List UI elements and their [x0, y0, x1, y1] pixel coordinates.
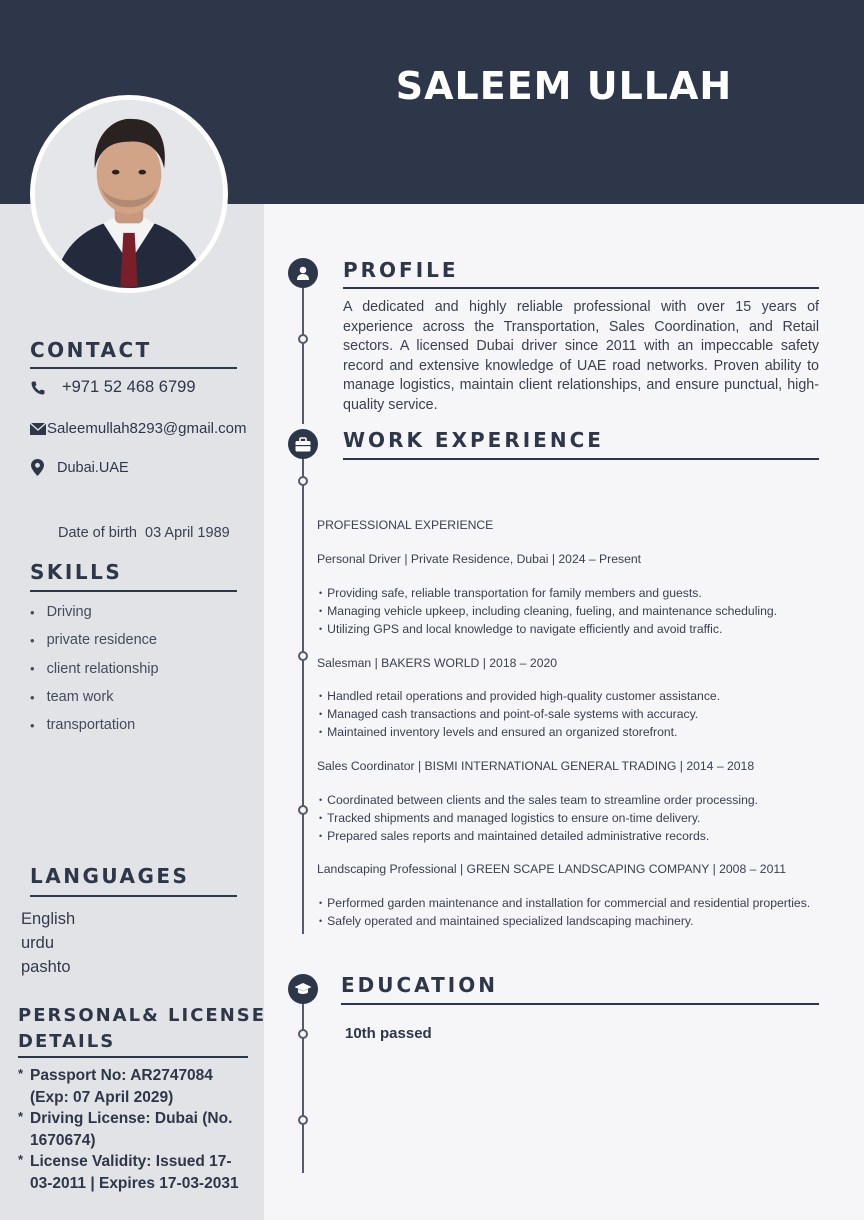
skill-item: • private residence	[30, 626, 159, 654]
language-item: pashto	[21, 958, 71, 976]
language-item: urdu	[21, 934, 55, 952]
personal-details-list	[18, 1065, 248, 1194]
timeline-line	[302, 286, 304, 424]
job-bullets	[319, 895, 810, 931]
timeline-dot	[298, 476, 308, 486]
languages-list	[21, 907, 75, 979]
phone-number[interactable]: +971 52 468 6799	[62, 378, 196, 396]
contact-email	[30, 420, 247, 437]
job-bullet: • Handled retail operations and provided high-quality customer assistance.	[319, 688, 720, 706]
work-section-icon	[288, 429, 318, 459]
job-bullet: • Providing safe, reliable transportation for family members and guests.	[319, 585, 777, 603]
job-bullet: • Managing vehicle upkeep, including cleaning, fueling, and maintenance scheduling.	[319, 603, 777, 621]
work-heading: WORK EXPERIENCE	[343, 428, 604, 452]
job-bullets	[319, 585, 777, 640]
date-of-birth: Date of birth 03 April 1989	[58, 525, 230, 541]
personal-item-line: Driving License: Dubai (No.	[30, 1110, 233, 1127]
person-icon	[295, 265, 311, 281]
personal-item-line: 03-2011 | Expires 17-03-2031	[30, 1174, 239, 1192]
skill-item: • Driving	[30, 598, 159, 626]
skill-item: • transportation	[30, 711, 159, 739]
timeline-dot	[298, 1115, 308, 1125]
profile-summary: A dedicated and highly reliable professional with over 15 years of experience across the Transportation, Sales Coordination, and Retail sectors. A licensed Dubai driver since 2011 with an impeccable safety record and extensive knowledge of UAE road networks. Proven ability to manage logistics, maintain client relationships, and ensure punctual, high-quality service.	[343, 299, 819, 413]
skills-divider	[30, 590, 237, 592]
personal-item-line: (Exp: 07 April 2029)	[30, 1088, 174, 1106]
skills-heading: SKILLS	[30, 560, 123, 584]
personal-item-line: Passport No: AR2747084	[30, 1067, 213, 1084]
personal-heading	[18, 1003, 266, 1055]
job-bullet: • Utilizing GPS and local knowledge to navigate efficiently and avoid traffic.	[319, 621, 777, 639]
job-bullet: • Managed cash transactions and point-of-sale systems with accuracy.	[319, 706, 720, 724]
job-bullet: • Maintained inventory levels and ensured an organized storefront.	[319, 724, 720, 742]
skill-item: • team work	[30, 683, 159, 711]
job-bullet: • Tracked shipments and managed logistics to ensure on-time delivery.	[319, 810, 758, 828]
briefcase-icon	[295, 437, 311, 452]
job-bullet: • Prepared sales reports and maintained detailed administrative records.	[319, 828, 758, 846]
location-pin-icon	[31, 459, 44, 476]
personal-item-line: License Validity: Issued 17-	[30, 1153, 232, 1170]
profile-section-icon	[288, 258, 318, 288]
personal-item: * License Validity: Issued 17- 03-2011 | Expires 17-03-2031	[18, 1151, 248, 1194]
job-bullet: • Safely operated and maintained specialized landscaping machinery.	[319, 913, 810, 931]
candidate-name: SALEEM ULLAH	[395, 64, 733, 108]
personal-item-line: 1670674)	[30, 1131, 96, 1149]
language-item: English	[21, 910, 76, 928]
personal-item: * Driving License: Dubai (No. 1670674)	[18, 1108, 248, 1151]
languages-heading: LANGUAGES	[30, 864, 190, 888]
graduation-cap-icon	[294, 982, 312, 996]
education-section-icon	[288, 974, 318, 1004]
education-heading: EDUCATION	[341, 973, 498, 997]
job-bullet: • Performed garden maintenance and installation for commercial and residential properties.	[319, 895, 810, 913]
job-bullet: • Coordinated between clients and the sales team to streamline order processing.	[319, 792, 758, 810]
phone-icon	[30, 380, 46, 396]
timeline-dot	[298, 651, 308, 661]
work-subheading: PROFESSIONAL EXPERIENCE	[317, 518, 494, 532]
education-divider	[341, 1003, 819, 1005]
job-title: Personal Driver | Private Residence, Dubai | 2024 – Present	[317, 552, 642, 566]
skill-item: • client relationship	[30, 655, 159, 683]
job-title: Salesman | BAKERS WORLD | 2018 – 2020	[317, 656, 558, 670]
languages-divider	[30, 895, 237, 897]
contact-heading: CONTACT	[30, 338, 152, 362]
timeline-dot	[298, 334, 308, 344]
job-title: Sales Coordinator | BISMI INTERNATIONAL GENERAL TRADING | 2014 – 2018	[317, 759, 755, 773]
personal-item: * Passport No: AR2747084 (Exp: 07 April 2029)	[18, 1065, 248, 1108]
education-item: 10th passed	[345, 1025, 432, 1042]
work-divider	[343, 458, 819, 460]
location-text: Dubai.UAE	[57, 459, 129, 476]
profile-photo	[30, 95, 228, 293]
timeline-line	[302, 458, 304, 934]
contact-divider	[30, 367, 237, 369]
mail-icon	[30, 423, 46, 435]
email-address[interactable]: Saleemullah8293@gmail.com	[47, 420, 247, 437]
personal-heading-line1: PERSONAL& LICENSE	[18, 1005, 267, 1026]
timeline-dot	[298, 1029, 308, 1039]
contact-phone	[30, 378, 196, 397]
job-bullets	[319, 792, 758, 847]
personal-divider	[18, 1056, 248, 1058]
profile-heading: PROFILE	[343, 258, 459, 282]
contact-location	[31, 459, 129, 476]
job-title: Landscaping Professional | GREEN SCAPE LANDSCAPING COMPANY | 2008 – 2011	[317, 862, 786, 876]
timeline-dot	[298, 805, 308, 815]
personal-heading-line2: DETAILS	[18, 1031, 116, 1052]
job-bullets	[319, 688, 720, 743]
skills-list	[30, 598, 159, 739]
profile-divider	[343, 287, 819, 289]
